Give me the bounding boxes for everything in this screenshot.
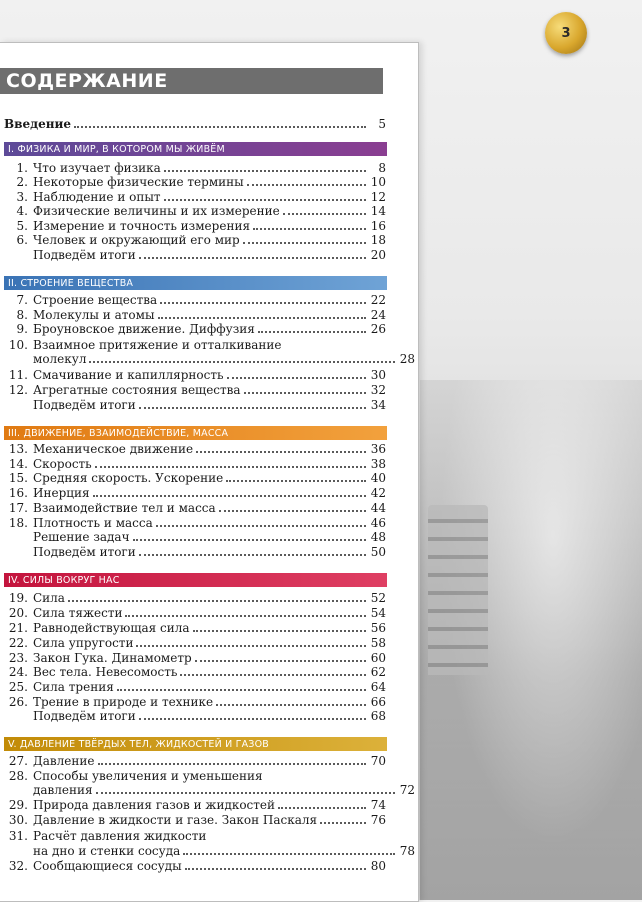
toc-entry[interactable] [4, 486, 386, 501]
toc-entry[interactable] [4, 501, 386, 516]
page-number: 3 [561, 25, 571, 41]
toc-entry-number: 25. [8, 680, 28, 694]
toc-entry-title: Сила упругости [33, 636, 134, 650]
toc-entry-page: 78 [399, 844, 415, 858]
toc-entry-number: 1. [16, 161, 28, 175]
toc-entry-page: 14 [370, 204, 386, 218]
leader-dots [164, 169, 366, 172]
toc-entry[interactable] [4, 471, 386, 486]
leader-dots [98, 762, 367, 765]
toc-entry-title: Взаимное притяжение и отталкивание [33, 338, 282, 352]
toc-entry[interactable] [4, 383, 386, 398]
leader-dots [160, 301, 366, 304]
leader-dots [117, 688, 366, 691]
toc-entry-number: 7. [16, 293, 28, 307]
toc-entry-title: Подведём итоги [33, 709, 136, 723]
toc-entry[interactable] [4, 368, 386, 383]
toc-entry[interactable] [4, 516, 386, 531]
toc-entry-page: 72 [399, 783, 415, 797]
page-number-badge [545, 12, 587, 54]
toc-entry-number: 14. [8, 457, 28, 471]
leader-dots [156, 524, 366, 527]
toc-entry-continued[interactable] [4, 844, 415, 859]
toc-entry-title: Инерция [33, 486, 90, 500]
toc-entry-number: 30. [8, 813, 28, 827]
toc-entry-title: Введение [4, 117, 72, 131]
toc-entry[interactable] [4, 829, 386, 844]
toc-entry-page: 40 [370, 471, 386, 485]
toc-entry-number: 8. [16, 308, 28, 322]
toc-entry-page: 76 [370, 813, 386, 827]
toc-entry-page: 34 [370, 398, 386, 412]
toc-entry-page: 68 [370, 709, 386, 723]
toc-entry-continued[interactable] [4, 352, 415, 367]
toc-entry-title: Наблюдение и опыт [33, 190, 161, 204]
toc-entry-title: Сила тяжести [33, 606, 123, 620]
toc-entry-number: 11. [8, 368, 28, 382]
leader-dots [226, 479, 366, 482]
toc-entry-page: 74 [370, 798, 386, 812]
toc-entry-page: 64 [370, 680, 386, 694]
toc-entry-title: Плотность и масса [33, 516, 153, 530]
leader-dots [195, 659, 366, 662]
leader-dots [253, 227, 366, 230]
toc-entry-continued[interactable] [4, 783, 415, 798]
toc-entry-title: Сообщающиеся сосуды [33, 859, 182, 873]
toc-entry-page: 50 [370, 545, 386, 559]
toc-entry[interactable] [4, 813, 386, 828]
toc-entry-page: 16 [370, 219, 386, 233]
toc-entry-page: 46 [370, 516, 386, 530]
toc-entry[interactable] [4, 219, 386, 234]
toc-entry-number: 20. [8, 606, 28, 620]
toc-entry-number: 26. [8, 695, 28, 709]
toc-entry-page: 54 [370, 606, 386, 620]
toc-entry-number: 13. [8, 442, 28, 456]
toc-entry-page: 8 [378, 161, 386, 175]
contents-title-bar [0, 68, 383, 94]
toc-entry[interactable] [4, 233, 386, 248]
toc-entry-title: Строение вещества [33, 293, 158, 307]
toc-entry-page: 80 [370, 859, 386, 873]
toc-entry-number: 3. [16, 190, 28, 204]
toc-entry-title: молекул [33, 352, 87, 366]
toc-entry-page: 30 [370, 368, 386, 382]
toc-entry[interactable] [4, 665, 386, 680]
toc-entry-page: 60 [370, 651, 386, 665]
tower-illustration [428, 505, 488, 675]
leader-dots [320, 821, 366, 824]
leader-dots [68, 599, 366, 602]
toc-entry[interactable] [4, 621, 386, 636]
toc-entry-number: 16. [8, 486, 28, 500]
toc-entry-number: 17. [8, 501, 28, 515]
toc-entry[interactable] [4, 680, 386, 695]
toc-entry-title: Трение в природе и технике [33, 695, 214, 709]
leader-dots [283, 212, 366, 215]
toc-entry-title: Смачивание и капиллярность [33, 368, 224, 382]
toc-entry-title: Подведём итоги [33, 248, 136, 262]
toc-entry[interactable] [4, 293, 386, 308]
toc-entry-page: 70 [370, 754, 386, 768]
leader-dots [89, 360, 395, 363]
leader-dots [278, 806, 366, 809]
leader-dots [95, 465, 366, 468]
section-heading: V. ДАВЛЕНИЕ ТВЁРДЫХ ТЕЛ, ЖИДКОСТЕЙ И ГАЗОВ [4, 737, 387, 751]
toc-entry-title: Подведём итоги [33, 398, 136, 412]
toc-entry-title: Взаимодействие тел и масса [33, 501, 216, 515]
toc-entry-page: 10 [370, 175, 386, 189]
toc-entry-title: Подведём итоги [33, 545, 136, 559]
section-heading: IV. СИЛЫ ВОКРУГ НАС [4, 573, 387, 587]
toc-entry-title: Молекулы и атомы [33, 308, 155, 322]
toc-entry-title: Расчёт давления жидкости [33, 829, 207, 843]
toc-entry-title: Решение задач [33, 530, 130, 544]
toc-entry-title: Агрегатные состояния вещества [33, 383, 241, 397]
leader-dots [227, 376, 367, 379]
toc-entry-title: Человек и окружающий его мир [33, 233, 240, 247]
toc-entry-number: 5. [16, 219, 28, 233]
toc-entry[interactable] [4, 606, 386, 621]
toc-entry[interactable] [4, 798, 386, 813]
toc-entry-title: Физические величины и их измерение [33, 204, 280, 218]
leader-dots [180, 673, 366, 676]
toc-entry[interactable] [4, 769, 386, 784]
toc-entry-title: Скорость [33, 457, 92, 471]
toc-entry-number: 12. [8, 383, 28, 397]
leader-dots [133, 538, 366, 541]
toc-entry[interactable] [4, 248, 386, 263]
leader-dots [216, 703, 366, 706]
toc-entry[interactable] [4, 709, 386, 724]
page-title: СОДЕРЖАНИЕ [6, 70, 168, 92]
toc-entry-title: Сила трения [33, 680, 114, 694]
toc-entry-page: 28 [399, 352, 415, 366]
toc-entry[interactable] [4, 754, 386, 769]
toc-entry-number: 2. [16, 175, 28, 189]
toc-entry-intro[interactable] [4, 117, 386, 132]
toc-entry-title: Что изучает физика [33, 161, 161, 175]
toc-entry-number: 22. [8, 636, 28, 650]
toc-entry[interactable] [4, 308, 386, 323]
toc-entry[interactable] [4, 859, 386, 874]
toc-entry-title: Давление в жидкости и газе. Закон Паскаля [33, 813, 318, 827]
toc-entry-page: 22 [370, 293, 386, 307]
toc-entry-number: 27. [8, 754, 28, 768]
toc-entry-page: 48 [370, 530, 386, 544]
toc-entry-title: Вес тела. Невесомость [33, 665, 178, 679]
toc-entry[interactable] [4, 398, 386, 413]
leader-dots [93, 494, 366, 497]
leader-dots [244, 391, 366, 394]
leader-dots [196, 450, 366, 453]
toc-entry-number: 32. [8, 859, 28, 873]
toc-entry[interactable] [4, 338, 386, 353]
toc-entry-page: 44 [370, 501, 386, 515]
leader-dots [247, 183, 366, 186]
toc-entry[interactable] [4, 457, 386, 472]
toc-entry-number: 23. [8, 651, 28, 665]
toc-entry-page: 66 [370, 695, 386, 709]
toc-entry[interactable] [4, 636, 386, 651]
toc-entry-number: 10. [8, 338, 28, 352]
toc-entry-title: Равнодействующая сила [33, 621, 190, 635]
toc-entry-title: Сила [33, 591, 65, 605]
leader-dots [96, 791, 395, 794]
toc-entry[interactable] [4, 651, 386, 666]
toc-entry-number: 24. [8, 665, 28, 679]
toc-entry-page: 12 [370, 190, 386, 204]
toc-entry[interactable] [4, 591, 386, 606]
toc-entry-page: 5 [378, 117, 386, 131]
toc-entry-page: 62 [370, 665, 386, 679]
toc-entry[interactable] [4, 322, 386, 337]
toc-entry-number: 28. [8, 769, 28, 783]
toc-entry-page: 38 [370, 457, 386, 471]
toc-entry-number: 18. [8, 516, 28, 530]
leader-dots [193, 629, 366, 632]
leader-dots [136, 644, 366, 647]
toc-entry-title: Средняя скорость. Ускорение [33, 471, 224, 485]
toc-entry-page: 32 [370, 383, 386, 397]
leader-dots [185, 867, 366, 870]
toc-entry-title: Способы увеличения и уменьшения [33, 769, 263, 783]
leader-dots [139, 406, 366, 409]
toc-entry-title: Давление [33, 754, 95, 768]
leader-dots [258, 330, 366, 333]
leader-dots [139, 717, 366, 720]
toc-entry[interactable] [4, 175, 386, 190]
toc-entry-page: 42 [370, 486, 386, 500]
leader-dots [125, 614, 366, 617]
toc-entry-number: 21. [8, 621, 28, 635]
leader-dots [164, 198, 366, 201]
toc-entry-page: 20 [370, 248, 386, 262]
toc-entry-title: давления [33, 783, 93, 797]
toc-entry-number: 29. [8, 798, 28, 812]
toc-entry[interactable] [4, 545, 386, 560]
leader-dots [139, 553, 366, 556]
toc-entry-page: 24 [370, 308, 386, 322]
leader-dots [158, 316, 367, 319]
toc-entry-number: 9. [16, 322, 28, 336]
section-heading: I. ФИЗИКА И МИР, В КОТОРОМ МЫ ЖИВЁМ [4, 142, 387, 156]
leader-dots [219, 509, 366, 512]
toc-entry-title: Закон Гука. Динамометр [33, 651, 192, 665]
toc-entry-number: 15. [8, 471, 28, 485]
toc-entry[interactable] [4, 190, 386, 205]
toc-entry-title: Измерение и точность измерения [33, 219, 251, 233]
toc-entry[interactable] [4, 695, 386, 710]
toc-entry-title: Природа давления газов и жидкостей [33, 798, 276, 812]
section-heading: III. ДВИЖЕНИЕ, ВЗАИМОДЕЙСТВИЕ, МАССА [4, 426, 387, 440]
toc-entry-page: 26 [370, 322, 386, 336]
toc-entry-number: 19. [8, 591, 28, 605]
leader-dots [74, 125, 366, 128]
section-heading: II. СТРОЕНИЕ ВЕЩЕСТВА [4, 276, 387, 290]
leader-dots [183, 852, 395, 855]
leader-dots [243, 241, 366, 244]
toc-entry-number: 6. [16, 233, 28, 247]
toc-entry-page: 52 [370, 591, 386, 605]
toc-entry[interactable] [4, 530, 386, 545]
toc-entry-title: на дно и стенки сосуда [33, 844, 181, 858]
toc-entry-title: Механическое движение [33, 442, 194, 456]
toc-entry-title: Некоторые физические термины [33, 175, 244, 189]
leader-dots [139, 256, 366, 259]
toc-entry-page: 18 [370, 233, 386, 247]
toc-entry-title: Броуновское движение. Диффузия [33, 322, 255, 336]
toc-entry-number: 31. [8, 829, 28, 843]
toc-entry-number: 4. [16, 204, 28, 218]
toc-entry[interactable] [4, 161, 386, 176]
toc-entry[interactable] [4, 442, 386, 457]
toc-entry-page: 56 [370, 621, 386, 635]
toc-entry-page: 36 [370, 442, 386, 456]
toc-entry[interactable] [4, 204, 386, 219]
toc-entry-page: 58 [370, 636, 386, 650]
